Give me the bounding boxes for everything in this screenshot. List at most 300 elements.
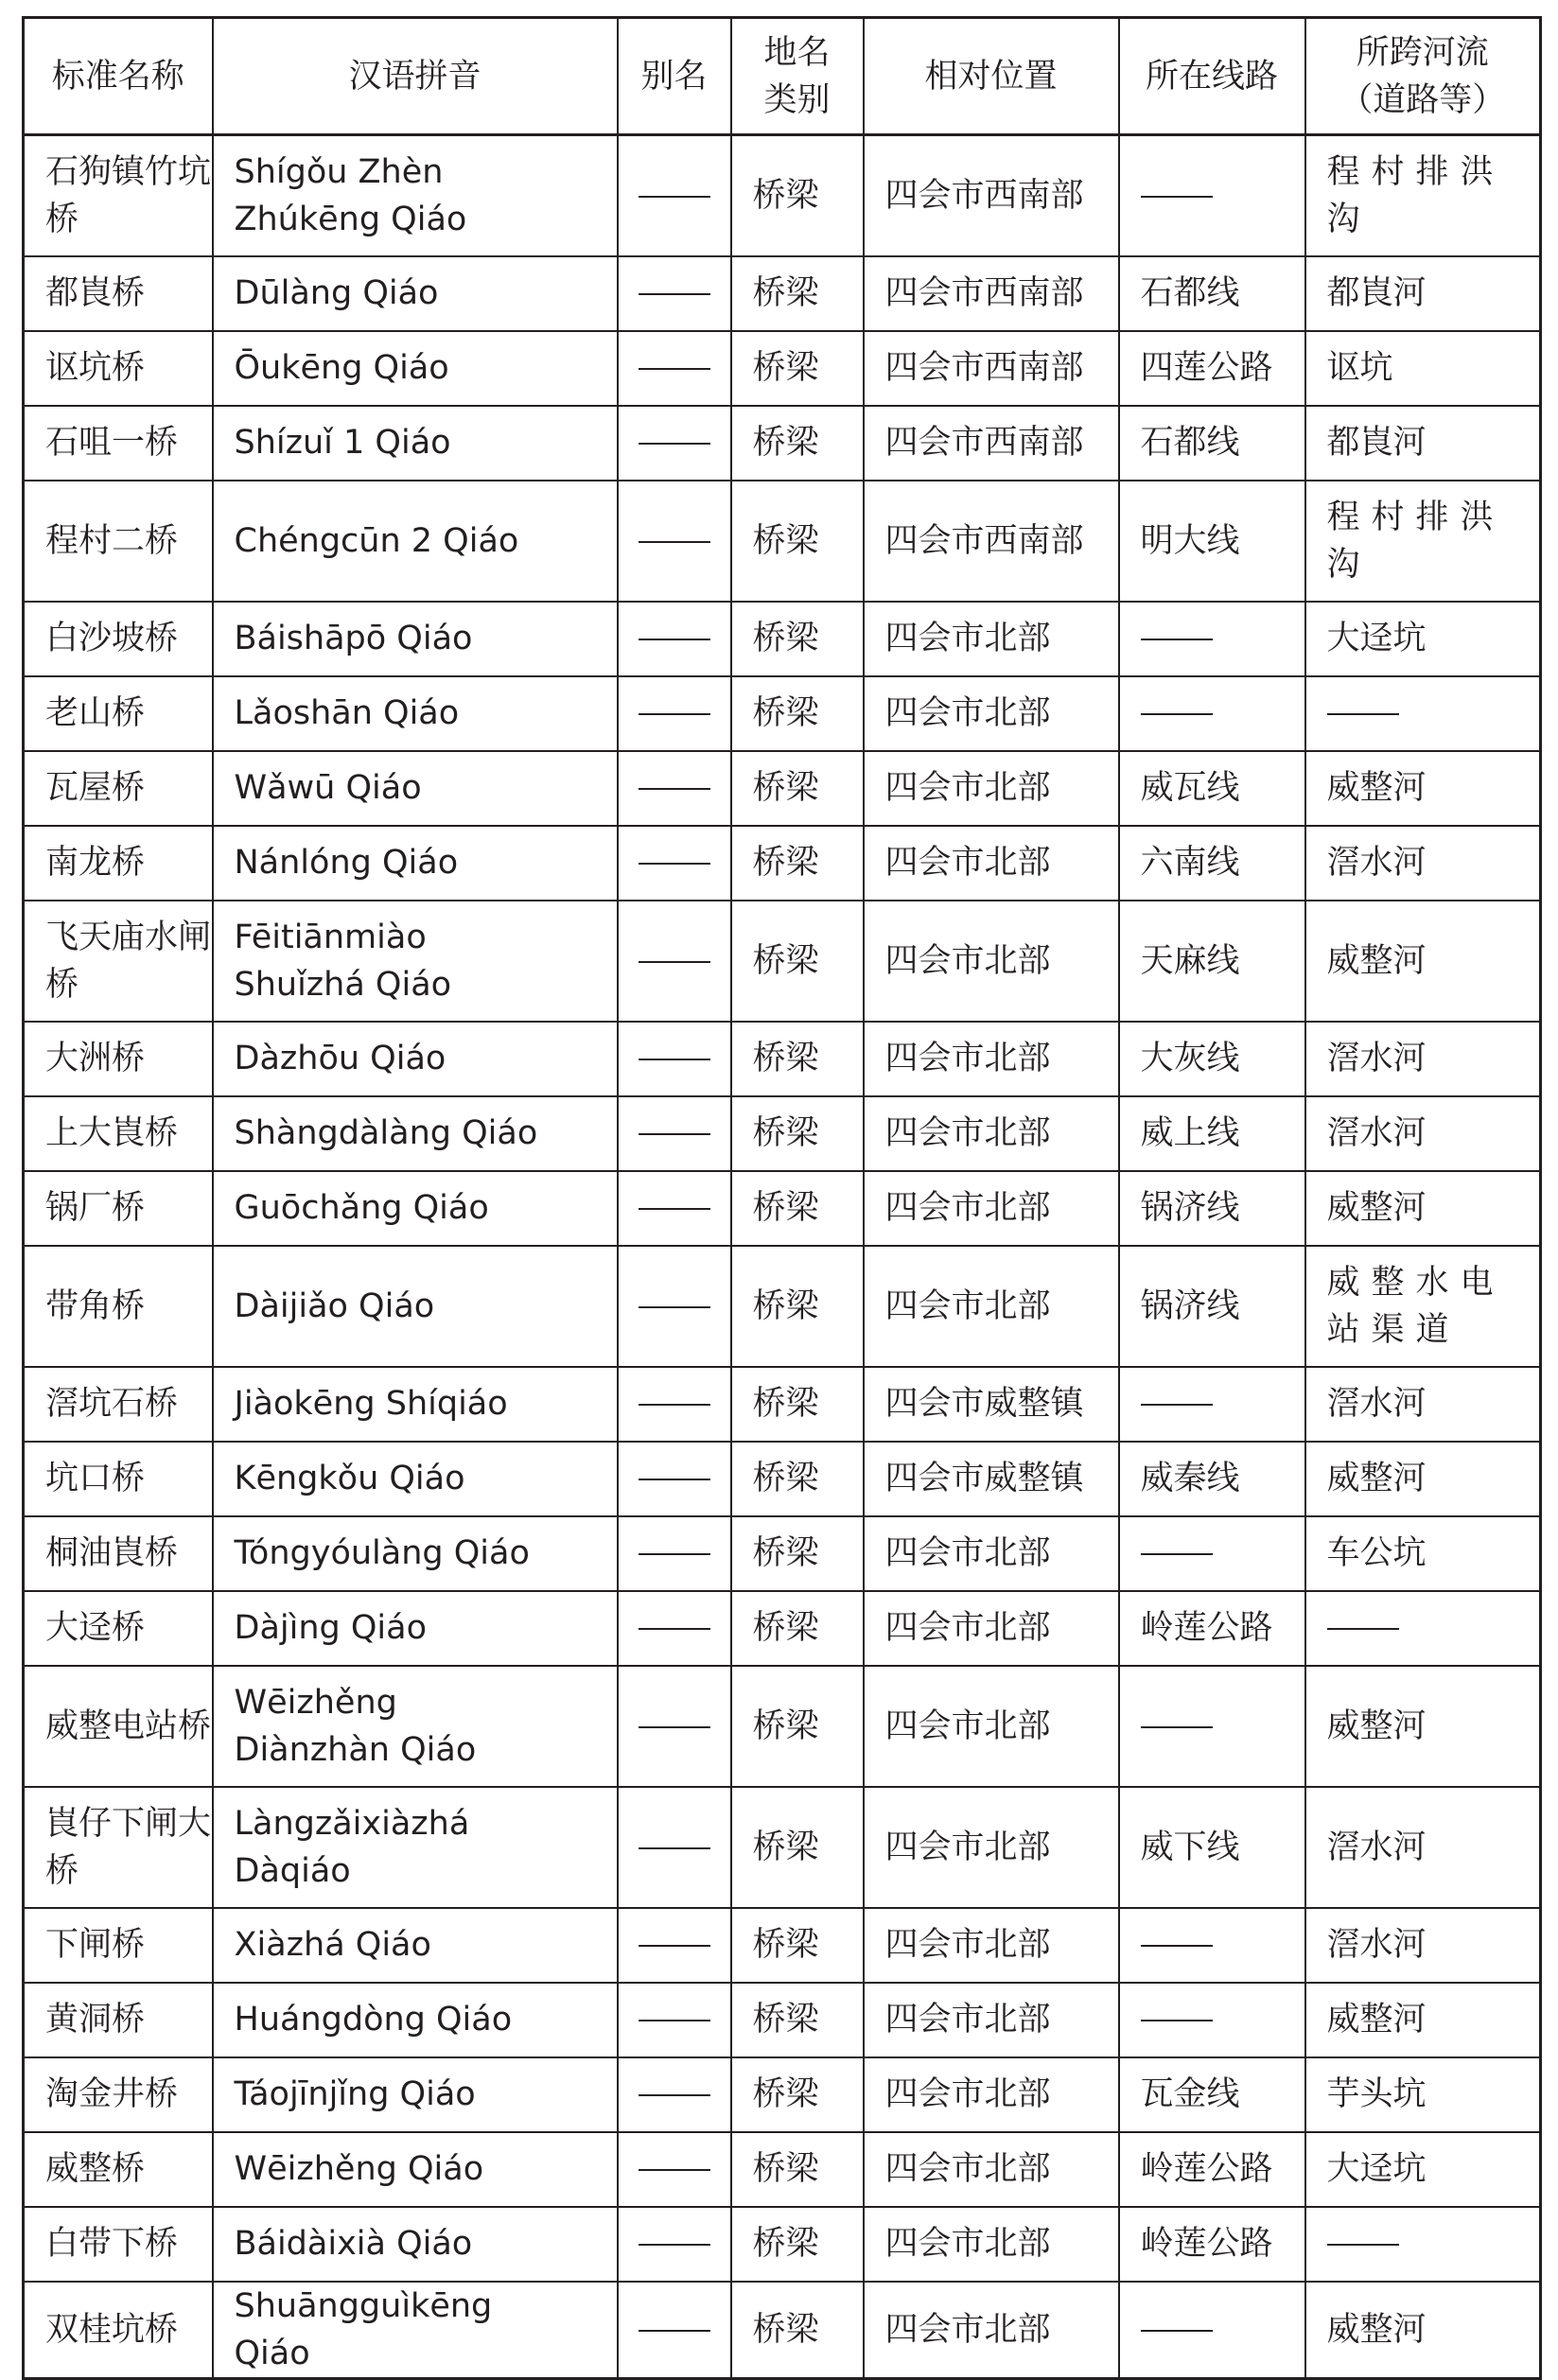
cell-route (1119, 826, 1305, 901)
cell-standard-name (24, 751, 213, 826)
cell-standard-name-text: 带角桥 (45, 1286, 146, 1325)
cell-river (1305, 256, 1541, 331)
empty-dash (619, 517, 730, 565)
dash-mark (639, 863, 710, 865)
cell-route (1119, 751, 1305, 826)
header-label: 相对位置 (924, 57, 1058, 96)
cell-location (864, 1096, 1119, 1171)
cell-standard-name (24, 602, 213, 676)
empty-dash (619, 764, 730, 812)
cell-category (731, 901, 864, 1022)
table-row (24, 1666, 1541, 1787)
dash-mark (639, 1553, 710, 1555)
cell-route-text: 威下线 (1140, 1828, 1240, 1866)
cell-standard-name-text: 威整桥 (45, 2150, 146, 2188)
cell-river-text: 威整河 (1326, 2001, 1427, 2039)
cell-river-text: 滘水河 (1326, 1828, 1427, 1866)
header-category (731, 18, 864, 135)
cell-standard-name (24, 256, 213, 331)
cell-category (731, 2282, 864, 2379)
dash-mark (639, 961, 710, 963)
cell-alias (618, 2057, 731, 2132)
cell-category (731, 2132, 864, 2207)
cell-route (1119, 2282, 1305, 2379)
cell-location-text: 四会市西南部 (884, 521, 1084, 560)
cell-alias (618, 1246, 731, 1367)
cell-alias (618, 406, 731, 481)
table-row (24, 1246, 1541, 1367)
cell-pinyin-text: Báidàixià Qiáo (234, 2225, 473, 2263)
cell-category (731, 2207, 864, 2282)
cell-location-text: 四会市北部 (884, 1040, 1051, 1077)
cell-category (731, 256, 864, 331)
cell-pinyin-text: Shígǒu Zhèn Zhúkēng Qiáo (234, 152, 467, 238)
cell-river-text: 滘水河 (1326, 1114, 1427, 1152)
dash-mark (639, 1945, 710, 1947)
cell-standard-name-text: 白带下桥 (45, 2225, 179, 2263)
dash-mark (1327, 2244, 1399, 2246)
header-label: 汉语拼音 (348, 57, 481, 96)
cell-standard-name (24, 1666, 213, 1787)
cell-location-text: 四会市北部 (884, 1189, 1051, 1227)
cell-pinyin (213, 602, 618, 676)
cell-standard-name (24, 2057, 213, 2132)
cell-pinyin-text: Ōukēng Qiáo (234, 349, 449, 387)
cell-category (731, 1022, 864, 1096)
cell-category-text: 桥梁 (752, 844, 819, 882)
empty-dash (1141, 2306, 1304, 2354)
cell-pinyin (213, 901, 618, 1022)
cell-route (1119, 1983, 1305, 2057)
empty-dash (619, 1455, 730, 1502)
cell-standard-name-text: 崀仔下闸大桥 (45, 1804, 212, 1890)
cell-alias (618, 481, 731, 602)
cell-river (1305, 1666, 1541, 1787)
cell-standard-name-text: 淘金井桥 (45, 2075, 179, 2113)
table-row (24, 1442, 1541, 1516)
cell-pinyin-text: Wēizhěng Qiáo (234, 2150, 484, 2188)
empty-dash (1141, 690, 1304, 737)
cell-category (731, 676, 864, 751)
cell-pinyin-text: Chéngcūn 2 Qiáo (234, 521, 519, 560)
cell-pinyin (213, 1516, 618, 1591)
cell-pinyin-text: Táojīnjǐng Qiáo (234, 2075, 476, 2113)
cell-river (1305, 1246, 1541, 1367)
cell-pinyin (213, 2057, 618, 2132)
cell-standard-name (24, 1096, 213, 1171)
cell-location-text: 四会市北部 (884, 1609, 1051, 1647)
cell-river (1305, 2207, 1541, 2282)
cell-standard-name (24, 1442, 213, 1516)
dash-mark (639, 2330, 710, 2332)
cell-pinyin (213, 256, 618, 331)
cell-standard-name-text: 白沙坡桥 (45, 620, 179, 657)
cell-standard-name (24, 2132, 213, 2207)
cell-pinyin (213, 1908, 618, 1983)
cell-location-text: 四会市西南部 (884, 349, 1084, 387)
cell-river (1305, 1442, 1541, 1516)
header-standard-name (24, 18, 213, 135)
cell-pinyin-text: Shàngdàlàng Qiáo (234, 1114, 538, 1152)
cell-pinyin-text: Fēitiānmiào Shuǐzhá Qiáo (234, 918, 452, 1004)
cell-river-text: 威整河 (1326, 2310, 1427, 2349)
cell-pinyin-text: Xiàzhá Qiáo (234, 1926, 431, 1964)
cell-river-text: 大迳坑 (1326, 2150, 1427, 2188)
cell-route (1119, 1022, 1305, 1096)
cell-pinyin (213, 1367, 618, 1442)
cell-river (1305, 676, 1541, 751)
empty-dash (619, 270, 730, 317)
table-row (24, 1516, 1541, 1591)
empty-dash (1141, 1380, 1304, 1427)
cell-category (731, 1666, 864, 1787)
table-row (24, 751, 1541, 826)
cell-category (731, 1591, 864, 1666)
dash-mark (639, 1628, 710, 1630)
cell-pinyin (213, 406, 618, 481)
empty-dash (619, 1703, 730, 1750)
header-label: 所跨河流 （道路等） (1339, 33, 1506, 119)
cell-river-text: 滘水河 (1326, 1040, 1427, 1077)
cell-category-text: 桥梁 (752, 1040, 819, 1077)
empty-dash (1327, 1604, 1521, 1652)
cell-pinyin (213, 1096, 618, 1171)
cell-river-text: 威整河 (1326, 941, 1427, 980)
cell-river-text: 威整河 (1326, 769, 1427, 807)
dash-mark (639, 2094, 710, 2096)
empty-dash (1141, 1996, 1304, 2043)
dash-mark (1141, 2020, 1213, 2021)
cell-route (1119, 1442, 1305, 1516)
empty-dash (1327, 2220, 1521, 2267)
cell-category-text: 桥梁 (752, 1534, 819, 1572)
cell-alias (618, 1442, 731, 1516)
cell-alias (618, 2132, 731, 2207)
cell-alias (618, 1983, 731, 2057)
cell-pinyin (213, 2282, 618, 2379)
cell-alias (618, 1591, 731, 1666)
cell-pinyin-text: Làngzǎixiàzhá Dàqiáo (234, 1804, 470, 1890)
cell-standard-name-text: 双桂坑桥 (45, 2310, 179, 2349)
cell-location-text: 四会市北部 (884, 2075, 1051, 2113)
cell-standard-name-text: 下闸桥 (45, 1926, 146, 1964)
header-alias (618, 18, 731, 135)
cell-alias (618, 1367, 731, 1442)
cell-standard-name (24, 826, 213, 901)
cell-river-text: 威整河 (1326, 1706, 1427, 1745)
cell-alias (618, 676, 731, 751)
table-row (24, 676, 1541, 751)
cell-route-text: 大灰线 (1140, 1040, 1240, 1077)
empty-dash (1141, 1530, 1304, 1577)
cell-location-text: 四会市北部 (884, 1114, 1051, 1152)
cell-route-text: 威瓦线 (1140, 769, 1240, 807)
cell-location-text: 四会市北部 (884, 769, 1051, 807)
cell-standard-name-text: 石狗镇竹坑桥 (45, 152, 212, 238)
cell-category (731, 1246, 864, 1367)
cell-standard-name-text: 大洲桥 (45, 1040, 146, 1077)
cell-location (864, 751, 1119, 826)
cell-category-text: 桥梁 (752, 521, 819, 560)
cell-standard-name (24, 331, 213, 406)
cell-alias (618, 1908, 731, 1983)
cell-river (1305, 901, 1541, 1022)
cell-location-text: 四会市北部 (884, 941, 1051, 980)
empty-dash (619, 615, 730, 662)
empty-dash (619, 1824, 730, 1871)
cell-alias (618, 901, 731, 1022)
cell-route-text: 石都线 (1140, 274, 1240, 312)
dash-mark (639, 1133, 710, 1135)
cell-category-text: 桥梁 (752, 1926, 819, 1964)
dash-mark (1327, 713, 1399, 715)
cell-pinyin-text: Dàzhōu Qiáo (234, 1040, 446, 1077)
cell-category-text: 桥梁 (752, 176, 819, 215)
cell-category-text: 桥梁 (752, 424, 819, 462)
empty-dash (619, 1035, 730, 1082)
cell-standard-name-text: 锅厂桥 (45, 1189, 146, 1227)
cell-route-text: 瓦金线 (1140, 2075, 1240, 2113)
cell-route-text: 四莲公路 (1140, 349, 1273, 387)
cell-route-text: 天麻线 (1140, 941, 1240, 980)
cell-route (1119, 2132, 1305, 2207)
cell-category-text: 桥梁 (752, 2001, 819, 2039)
cell-alias (618, 1022, 731, 1096)
cell-river-text: 滘水河 (1326, 1926, 1427, 1964)
cell-location (864, 2282, 1119, 2379)
cell-location-text: 四会市北部 (884, 1926, 1051, 1964)
cell-location-text: 四会市西南部 (884, 424, 1084, 462)
table-row (24, 406, 1541, 481)
cell-category (731, 751, 864, 826)
cell-route (1119, 2207, 1305, 2282)
cell-category (731, 406, 864, 481)
cell-category (731, 1787, 864, 1908)
cell-standard-name (24, 1171, 213, 1246)
cell-pinyin-text: Wēizhěng Diànzhàn Qiáo (234, 1683, 477, 1769)
empty-dash (619, 839, 730, 886)
header-route (1119, 18, 1305, 135)
cell-route (1119, 481, 1305, 602)
cell-pinyin (213, 135, 618, 256)
table-row (24, 2057, 1541, 2132)
cell-pinyin-text: Báishāpō Qiáo (234, 620, 473, 657)
cell-route-text: 岭莲公路 (1140, 2150, 1273, 2188)
dash-mark (639, 196, 710, 198)
cell-category-text: 桥梁 (752, 349, 819, 387)
cell-river (1305, 1591, 1541, 1666)
cell-pinyin-text: Dàjìng Qiáo (234, 1609, 428, 1647)
cell-category (731, 2057, 864, 2132)
cell-location (864, 1516, 1119, 1591)
empty-dash (619, 690, 730, 737)
dash-mark (1141, 1726, 1213, 1728)
header-label: 所在线路 (1145, 57, 1278, 96)
cell-location-text: 四会市北部 (884, 2001, 1051, 2039)
cell-pinyin (213, 1171, 618, 1246)
cell-pinyin-text: Guōchǎng Qiáo (234, 1189, 489, 1227)
cell-river-text: 滘水河 (1326, 844, 1427, 882)
cell-category-text: 桥梁 (752, 1385, 819, 1423)
dash-mark (639, 1059, 710, 1060)
cell-river (1305, 2282, 1541, 2379)
cell-river (1305, 1096, 1541, 1171)
table-row (24, 826, 1541, 901)
empty-dash (619, 1380, 730, 1427)
dash-mark (639, 2169, 710, 2171)
dash-mark (1327, 1628, 1399, 1630)
cell-category (731, 602, 864, 676)
cell-location-text: 四会市西南部 (884, 176, 1084, 215)
cell-pinyin (213, 1022, 618, 1096)
cell-route (1119, 256, 1305, 331)
cell-standard-name (24, 135, 213, 256)
empty-dash (619, 1530, 730, 1577)
table-row (24, 2132, 1541, 2207)
dash-mark (639, 1479, 710, 1480)
cell-location (864, 1591, 1119, 1666)
empty-dash (1141, 172, 1304, 219)
cell-standard-name (24, 1516, 213, 1591)
cell-category (731, 826, 864, 901)
cell-category-text: 桥梁 (752, 1114, 819, 1152)
cell-location-text: 四会市北部 (884, 1534, 1051, 1572)
dash-mark (639, 2244, 710, 2246)
dash-mark (639, 639, 710, 640)
cell-category-text: 桥梁 (752, 1460, 819, 1497)
cell-alias (618, 331, 731, 406)
cell-route (1119, 602, 1305, 676)
cell-alias (618, 2282, 731, 2379)
cell-location (864, 901, 1119, 1022)
cell-category (731, 1096, 864, 1171)
dash-mark (1141, 713, 1213, 715)
cell-standard-name-text: 老山桥 (45, 694, 146, 732)
cell-route (1119, 1787, 1305, 1908)
cell-route (1119, 1096, 1305, 1171)
cell-standard-name-text: 程村二桥 (45, 521, 179, 560)
table-row (24, 1787, 1541, 1908)
cell-river (1305, 1908, 1541, 1983)
cell-category-text: 桥梁 (752, 1609, 819, 1647)
cell-location-text: 四会市西南部 (884, 274, 1084, 312)
cell-location (864, 602, 1119, 676)
header-label: 地名 类别 (763, 33, 831, 119)
cell-alias (618, 1171, 731, 1246)
header-row (24, 18, 1541, 135)
cell-standard-name-text: 黄洞桥 (45, 2001, 146, 2039)
cell-route (1119, 1666, 1305, 1787)
cell-location (864, 1171, 1119, 1246)
cell-category-text: 桥梁 (752, 274, 819, 312)
cell-alias (618, 1787, 731, 1908)
cell-alias (618, 1516, 731, 1591)
cell-location-text: 四会市北部 (884, 1286, 1051, 1325)
empty-dash (1141, 615, 1304, 662)
cell-category (731, 135, 864, 256)
cell-route-text: 石都线 (1140, 424, 1240, 462)
cell-route (1119, 676, 1305, 751)
bridge-names-table (22, 16, 1542, 2380)
cell-river (1305, 1983, 1541, 2057)
cell-pinyin-text: Kēngkǒu Qiáo (234, 1460, 465, 1497)
dash-mark (639, 1726, 710, 1728)
cell-river (1305, 602, 1541, 676)
dash-mark (1141, 1404, 1213, 1406)
cell-route-text: 岭莲公路 (1140, 1609, 1273, 1647)
bridge-table-wrapper (22, 16, 1542, 2380)
cell-route (1119, 901, 1305, 1022)
cell-pinyin (213, 1591, 618, 1666)
cell-standard-name-text: 都崀桥 (45, 274, 146, 312)
cell-river-text: 都崀河 (1326, 424, 1427, 462)
empty-dash (619, 2071, 730, 2118)
cell-pinyin-text: Dūlàng Qiáo (234, 274, 439, 312)
empty-dash (619, 1283, 730, 1330)
cell-alias (618, 135, 731, 256)
table-row (24, 256, 1541, 331)
cell-location (864, 481, 1119, 602)
cell-standard-name-text: 桐油崀桥 (45, 1534, 179, 1572)
cell-standard-name-text: 飞天庙水闸桥 (45, 918, 212, 1004)
cell-alias (618, 826, 731, 901)
cell-standard-name-text: 坑口桥 (45, 1460, 146, 1497)
cell-location-text: 四会市威整镇 (884, 1460, 1084, 1497)
cell-category-text: 桥梁 (752, 620, 819, 657)
table-body (24, 135, 1541, 2379)
cell-river-text: 都崀河 (1326, 274, 1427, 312)
cell-standard-name (24, 1022, 213, 1096)
cell-location (864, 676, 1119, 751)
cell-location (864, 256, 1119, 331)
cell-category (731, 1516, 864, 1591)
table-row (24, 1591, 1541, 1666)
empty-dash (619, 937, 730, 985)
empty-dash (619, 1184, 730, 1232)
cell-river (1305, 1787, 1541, 1908)
cell-pinyin (213, 1442, 618, 1516)
dash-mark (639, 2020, 710, 2021)
cell-river-text: 大迳坑 (1326, 620, 1427, 657)
empty-dash (1141, 1703, 1304, 1750)
header-label: 标准名称 (51, 57, 184, 96)
cell-standard-name-text: 讴坑桥 (45, 349, 146, 387)
dash-mark (639, 788, 710, 790)
cell-river-text: 威整河 (1326, 1460, 1427, 1497)
cell-location (864, 1442, 1119, 1516)
cell-location-text: 四会市北部 (884, 1828, 1051, 1866)
cell-category-text: 桥梁 (752, 2150, 819, 2188)
cell-standard-name (24, 2282, 213, 2379)
cell-category-text: 桥梁 (752, 2310, 819, 2349)
cell-pinyin-text: Jiàokēng Shíqiáo (234, 1385, 508, 1423)
cell-standard-name (24, 676, 213, 751)
table-row (24, 481, 1541, 602)
cell-location (864, 2207, 1119, 2282)
empty-dash (619, 2220, 730, 2267)
table-row (24, 901, 1541, 1022)
cell-river (1305, 331, 1541, 406)
dash-mark (1141, 639, 1213, 640)
cell-pinyin (213, 2207, 618, 2282)
header-pinyin (213, 18, 618, 135)
cell-route (1119, 406, 1305, 481)
cell-category-text: 桥梁 (752, 694, 819, 732)
cell-category-text: 桥梁 (752, 1189, 819, 1227)
cell-alias (618, 751, 731, 826)
dash-mark (639, 1208, 710, 1210)
cell-location-text: 四会市北部 (884, 844, 1051, 882)
